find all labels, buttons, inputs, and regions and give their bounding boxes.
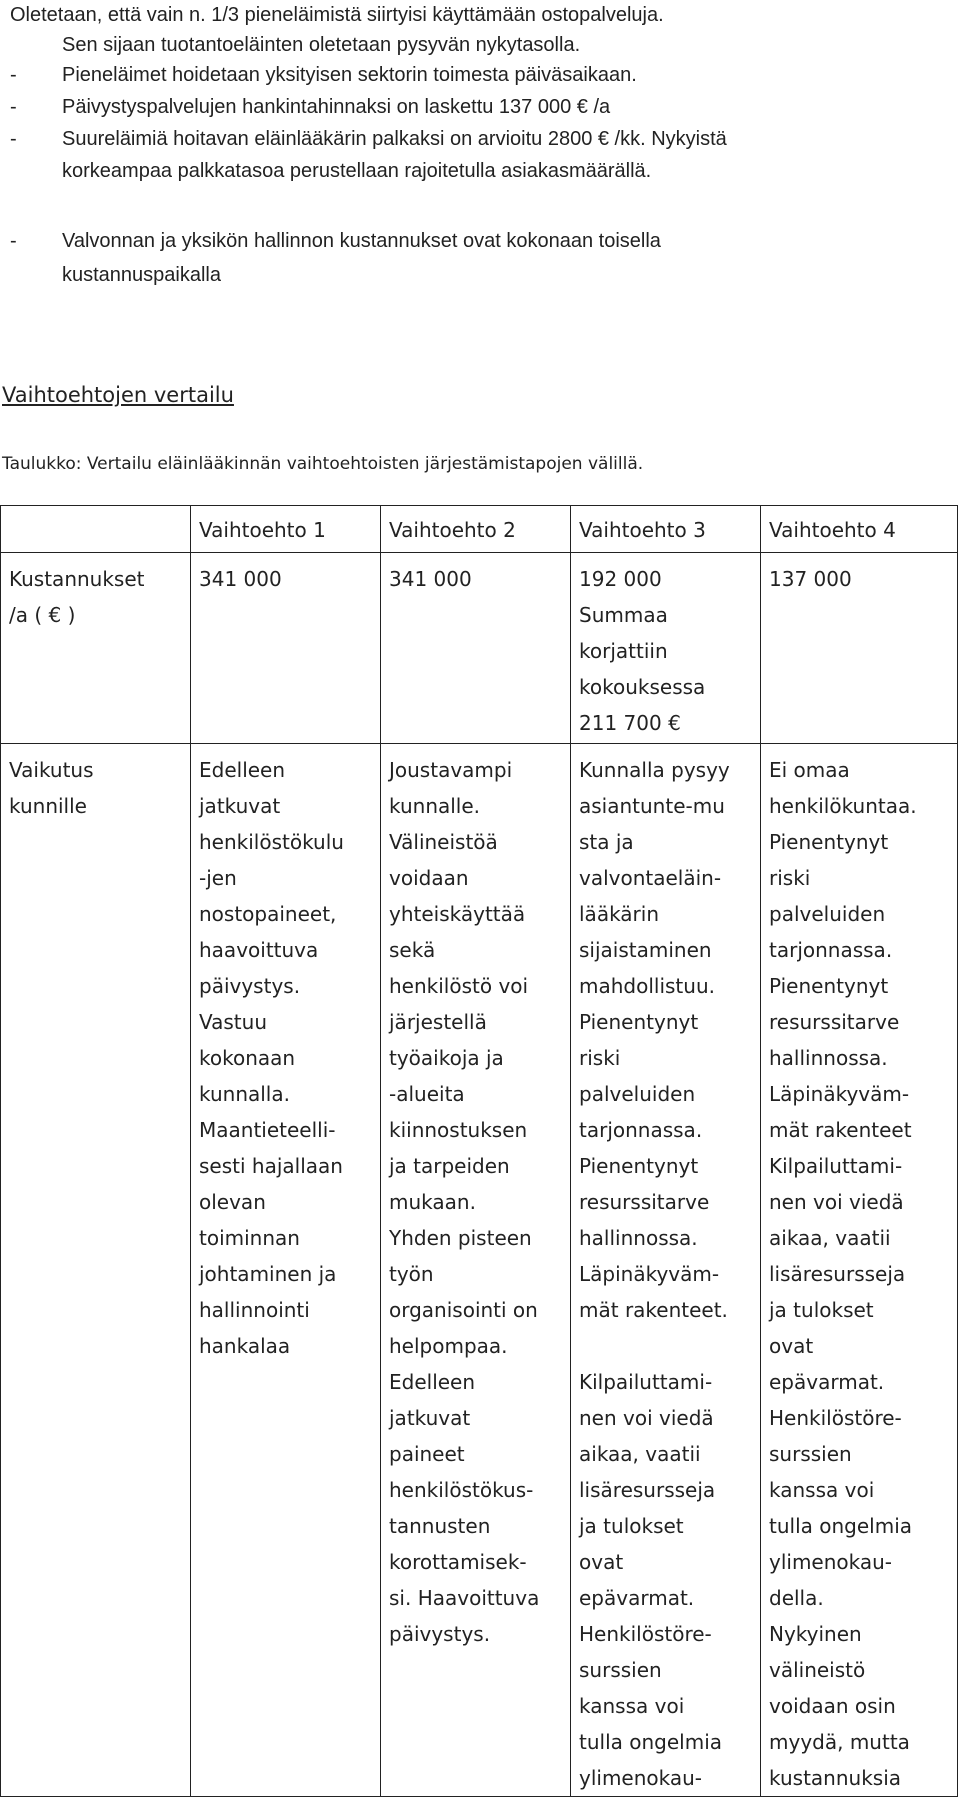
cell-line: /a ( € ) [9, 603, 76, 627]
cell-line: tulla ongelmia [579, 1730, 723, 1754]
cell-line: Summaa [579, 603, 668, 627]
cell-line: ja tarpeiden [389, 1154, 510, 1178]
cell-line: kokouksessa [579, 675, 706, 699]
cell-line: nen voi viedä [769, 1190, 904, 1214]
cell-line: välineistö [769, 1658, 866, 1682]
bullet-dash: - [10, 128, 17, 150]
cell-line: Kilpailuttami- [579, 1370, 713, 1394]
cell-line: työn [389, 1262, 434, 1286]
cell-line: Vaikutus [9, 758, 94, 782]
cell-line: Pienentynyt [579, 1154, 699, 1178]
cell-line: lisäresursseja [769, 1262, 906, 1286]
cell-line: hankalaa [199, 1334, 291, 1358]
cell-line: mät rakenteet [769, 1118, 912, 1142]
cell-line: Joustavampi [389, 758, 513, 782]
cell-line: nen voi viedä [579, 1406, 714, 1430]
cell-line: sijaistaminen [579, 938, 712, 962]
cell-line: kokonaan [199, 1046, 296, 1070]
cell-line: Yhden pisteen [389, 1226, 532, 1250]
cell-line: paineet [389, 1442, 465, 1466]
header-cell-option-1: Vaihtoehto 1 [191, 506, 381, 553]
cell-line: Kilpailuttami- [769, 1154, 903, 1178]
cell-line: voidaan [389, 866, 469, 890]
cell-line: tarjonnassa. [769, 938, 893, 962]
cost-cell-option-3 [571, 553, 761, 744]
cell-line: aikaa, vaatii [579, 1442, 701, 1466]
cell-line: resurssitarve [579, 1190, 710, 1214]
impact-cell-option-4 [761, 744, 958, 1797]
cost-cell-option-1 [191, 553, 381, 744]
cell-line: hallinnossa. [579, 1226, 698, 1250]
table-row-costs [1, 553, 958, 744]
cell-line: haavoittuva [199, 938, 319, 962]
cell-line: 192 000 [579, 567, 662, 591]
cost-cell-option-2 [381, 553, 571, 744]
cell-line: myydä, mutta [769, 1730, 910, 1754]
cell-line: Pienentynyt [769, 830, 889, 854]
cell-line: Edelleen [389, 1370, 476, 1394]
impact-cell-option-3 [571, 744, 761, 1797]
cell-line: jatkuvat [389, 1406, 471, 1430]
cell-line [579, 1328, 760, 1364]
bullet-dash: - [10, 96, 17, 118]
cell-line: ovat [579, 1550, 624, 1574]
cell-line: asiantunte-mu [579, 794, 725, 818]
cell-line: järjestellä [389, 1010, 487, 1034]
cost-cell-option-4 [761, 553, 958, 744]
header-cell-option-2: Vaihtoehto 2 [381, 506, 571, 553]
cell-line: Kunnalla pysyy [579, 758, 730, 782]
cell-line: sekä [389, 938, 436, 962]
cell-line: si. Haavoittuva [389, 1586, 540, 1610]
cell-line: 341 000 [199, 567, 282, 591]
intro-line-2: Sen sijaan tuotantoeläinten oletetaan pysyvän nykytasolla. [62, 34, 581, 56]
cell-line: henkilökuntaa. [769, 794, 917, 818]
cell-line: henkilöstökulu [199, 830, 344, 854]
cell-line: epävarmat. [579, 1586, 695, 1610]
cell-line: lisäresursseja [579, 1478, 716, 1502]
cell-line: -alueita [389, 1082, 465, 1106]
cell-line: kustannuksia [769, 1766, 902, 1790]
cell-line: päivystys. [389, 1622, 491, 1646]
header-cell-empty [1, 506, 191, 553]
cell-line: tannusten [389, 1514, 491, 1538]
cell-line: Henkilöstöre- [769, 1406, 902, 1430]
cell-line: 341 000 [389, 567, 472, 591]
row-label-impact [1, 744, 191, 1797]
cell-line: organisointi on [389, 1298, 538, 1322]
cell-line: Läpinäkyväm- [769, 1082, 910, 1106]
cell-line: kunnille [9, 794, 87, 818]
cell-line: johtaminen ja [199, 1262, 337, 1286]
cell-line: palveluiden [579, 1082, 696, 1106]
bullet-4-continuation: kustannuspaikalla [62, 264, 221, 286]
cell-line: tulla ongelmia [769, 1514, 913, 1538]
cell-line: della. [769, 1586, 824, 1610]
bullet-text: Päivystyspalvelujen hankintahinnaksi on laskettu 137 000 € /a [62, 96, 611, 118]
comparison-table [0, 505, 958, 1797]
bullet-3-continuation: korkeampaa palkkatasoa perustellaan rajoitetulla asiakasmäärällä. [62, 160, 652, 182]
impact-cell-option-2 [381, 744, 571, 1797]
cell-line: kanssa voi [769, 1478, 875, 1502]
bullet-text: Pieneläimet hoidetaan yksityisen sektorin toimesta päiväsaikaan. [62, 64, 637, 86]
cell-line: surssien [769, 1442, 852, 1466]
intro-line-1: Oletetaan, että vain n. 1/3 pieneläimistä siirtyisi käyttämään ostopalveluja. [10, 4, 664, 26]
table-header-row [1, 506, 958, 553]
cell-line: Välineistöä [389, 830, 498, 854]
cell-line: nostopaineet, [199, 902, 337, 926]
header-cell-option-3: Vaihtoehto 3 [571, 506, 761, 553]
cell-line: henkilöstökus- [389, 1478, 534, 1502]
header-cell-option-4: Vaihtoehto 4 [761, 506, 958, 553]
cell-line: mahdollistuu. [579, 974, 715, 998]
cell-line: palveluiden [769, 902, 886, 926]
cell-line: päivystys. [199, 974, 301, 998]
cell-line: ylimenokau- [769, 1550, 893, 1574]
cell-line: korottamisek- [389, 1550, 527, 1574]
cell-line: yhteiskäyttää [389, 902, 526, 926]
cell-line: Vastuu [199, 1010, 267, 1034]
cell-line: voidaan osin [769, 1694, 896, 1718]
cell-line: -jen [199, 866, 237, 890]
cell-line: ovat [769, 1334, 814, 1358]
cell-line: kunnalle. [389, 794, 481, 818]
cell-line: kunnalla. [199, 1082, 290, 1106]
cell-line: Pienentynyt [579, 1010, 699, 1034]
table-caption: Taulukko: Vertailu eläinlääkinnän vaihtoehtoisten järjestämistapojen välillä. [2, 454, 644, 474]
bullet-dash: - [10, 230, 17, 252]
row-label-costs [1, 553, 191, 744]
cell-line: Henkilöstöre- [579, 1622, 712, 1646]
bullet-dash: - [10, 64, 17, 86]
cell-line: Pienentynyt [769, 974, 889, 998]
impact-cell-option-1 [191, 744, 381, 1797]
cell-line: mät rakenteet. [579, 1298, 728, 1322]
table-row-impact [1, 744, 958, 1797]
cell-line: valvontaeläin- [579, 866, 722, 890]
cell-line: hallinnointi [199, 1298, 310, 1322]
cell-line: riski [769, 866, 811, 890]
cell-line: korjattiin [579, 639, 668, 663]
cell-line: Maantieteelli- [199, 1118, 336, 1142]
cell-line: kanssa voi [579, 1694, 685, 1718]
cell-line: toiminnan [199, 1226, 300, 1250]
section-heading: Vaihtoehtojen vertailu [2, 383, 234, 407]
bullet-text: Valvonnan ja yksikön hallinnon kustannukset ovat kokonaan toisella [62, 230, 661, 252]
cell-line: Läpinäkyväm- [579, 1262, 720, 1286]
cell-line: ylimenokau- [579, 1766, 703, 1790]
cell-line: Edelleen [199, 758, 286, 782]
cell-line: tarjonnassa. [579, 1118, 703, 1142]
cell-line: 211 700 € [579, 711, 681, 735]
cell-line: resurssitarve [769, 1010, 900, 1034]
cell-line: Ei omaa [769, 758, 850, 782]
cell-line: surssien [579, 1658, 662, 1682]
cell-line: Kustannukset [9, 567, 145, 591]
cell-line: henkilöstö voi [389, 974, 529, 998]
cell-line: hallinnossa. [769, 1046, 888, 1070]
cell-line: sta ja [579, 830, 634, 854]
cell-line: epävarmat. [769, 1370, 885, 1394]
cell-line: 137 000 [769, 567, 852, 591]
cell-line: ja tulokset [769, 1298, 874, 1322]
cell-line: ja tulokset [579, 1514, 684, 1538]
cell-line: aikaa, vaatii [769, 1226, 891, 1250]
cell-line: helpompaa. [389, 1334, 508, 1358]
cell-line: olevan [199, 1190, 266, 1214]
cell-line: riski [579, 1046, 621, 1070]
cell-line: lääkärin [579, 902, 660, 926]
cell-line: jatkuvat [199, 794, 281, 818]
cell-line: työaikoja ja [389, 1046, 504, 1070]
cell-line: mukaan. [389, 1190, 476, 1214]
cell-line: Nykyinen [769, 1622, 862, 1646]
cell-line: kiinnostuksen [389, 1118, 528, 1142]
cell-line: sesti hajallaan [199, 1154, 343, 1178]
bullet-text: Suureläimiä hoitavan eläinlääkärin palkaksi on arvioitu 2800 € /kk. Nykyistä [62, 128, 727, 150]
